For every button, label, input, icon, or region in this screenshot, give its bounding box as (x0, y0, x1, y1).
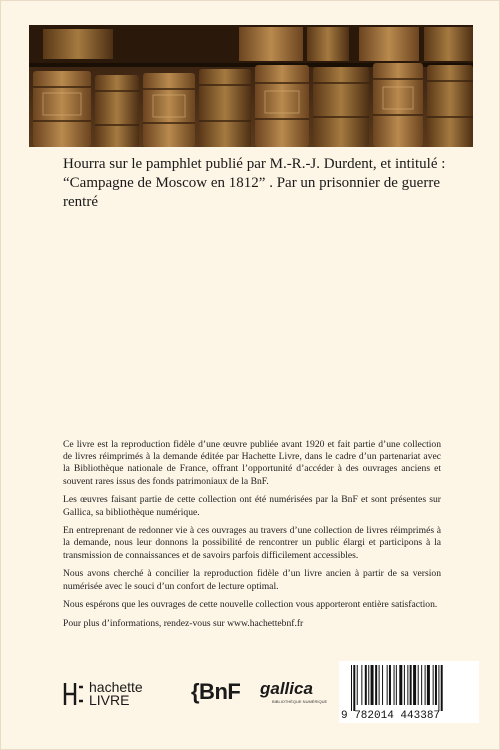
isbn-barcode (339, 661, 479, 723)
bnf-logo: {BnF (191, 679, 241, 704)
paragraph: En entreprenant de redonner vie à ces ouvrages au travers d’une collection de livres réimprimés à la demande, nous leur donnons la possibilité de rencontrer un public élargi et participons à la transmission de connaissances et de savoirs parfois difficilement accessibles. (63, 525, 441, 561)
livre-wordmark: LIVRE (89, 692, 130, 708)
cover-photo-books (29, 25, 473, 147)
paragraph: Les œuvres faisant partie de cette collection ont été numérisées par la BnF et sont présentes sur Gallica, sa bibliothèque numérique. (63, 494, 441, 518)
barcode-bars (339, 661, 479, 711)
paragraph: Ce livre est la reproduction fidèle d’une œuvre publiée avant 1920 et fait partie d’une collection de livres réimprimés à la demande éditée par Hachette Livre, dans le cadre d’un partenariat avec la Bibliothèque nationale de France, offrant l’opportunité d’accéder à des ouvrages anciens et souvent rares issus des fonds patrimoniaux de la BnF. (63, 439, 441, 487)
hachette-h-icon (63, 681, 85, 707)
books-illustration (29, 25, 473, 147)
footer-logos (63, 661, 473, 723)
isbn-number: 9 782014 443387 (341, 710, 441, 722)
description-text (63, 439, 441, 637)
hachette-wordmark: hachette (89, 679, 143, 695)
paragraph: Nous espérons que les ouvrages de cette nouvelle collection vous apporteront entière satisfaction. (63, 599, 438, 611)
book-title: Hourra sur le pamphlet publié par M.-R.-J. Durdent, et intitulé : “Campagne de Moscow en 1812” . Par un prisonnier de guerre rentré (63, 156, 446, 210)
gallica-logo (260, 679, 328, 704)
paragraph: Nous avons cherché à concilier la reproduction fidèle d’un livre ancien à partir de sa version numérisée avec le souci d’un confort de lecture optimal. (63, 568, 441, 592)
gallica-wordmark: gallica (260, 679, 313, 698)
hachette-logo (63, 681, 143, 707)
gallica-subtitle: BIBLIOTHÈQUE NUMÉRIQUE (272, 699, 328, 704)
paragraph: Pour plus d’informations, rendez-vous sur www.hachettebnf.fr (63, 617, 304, 629)
